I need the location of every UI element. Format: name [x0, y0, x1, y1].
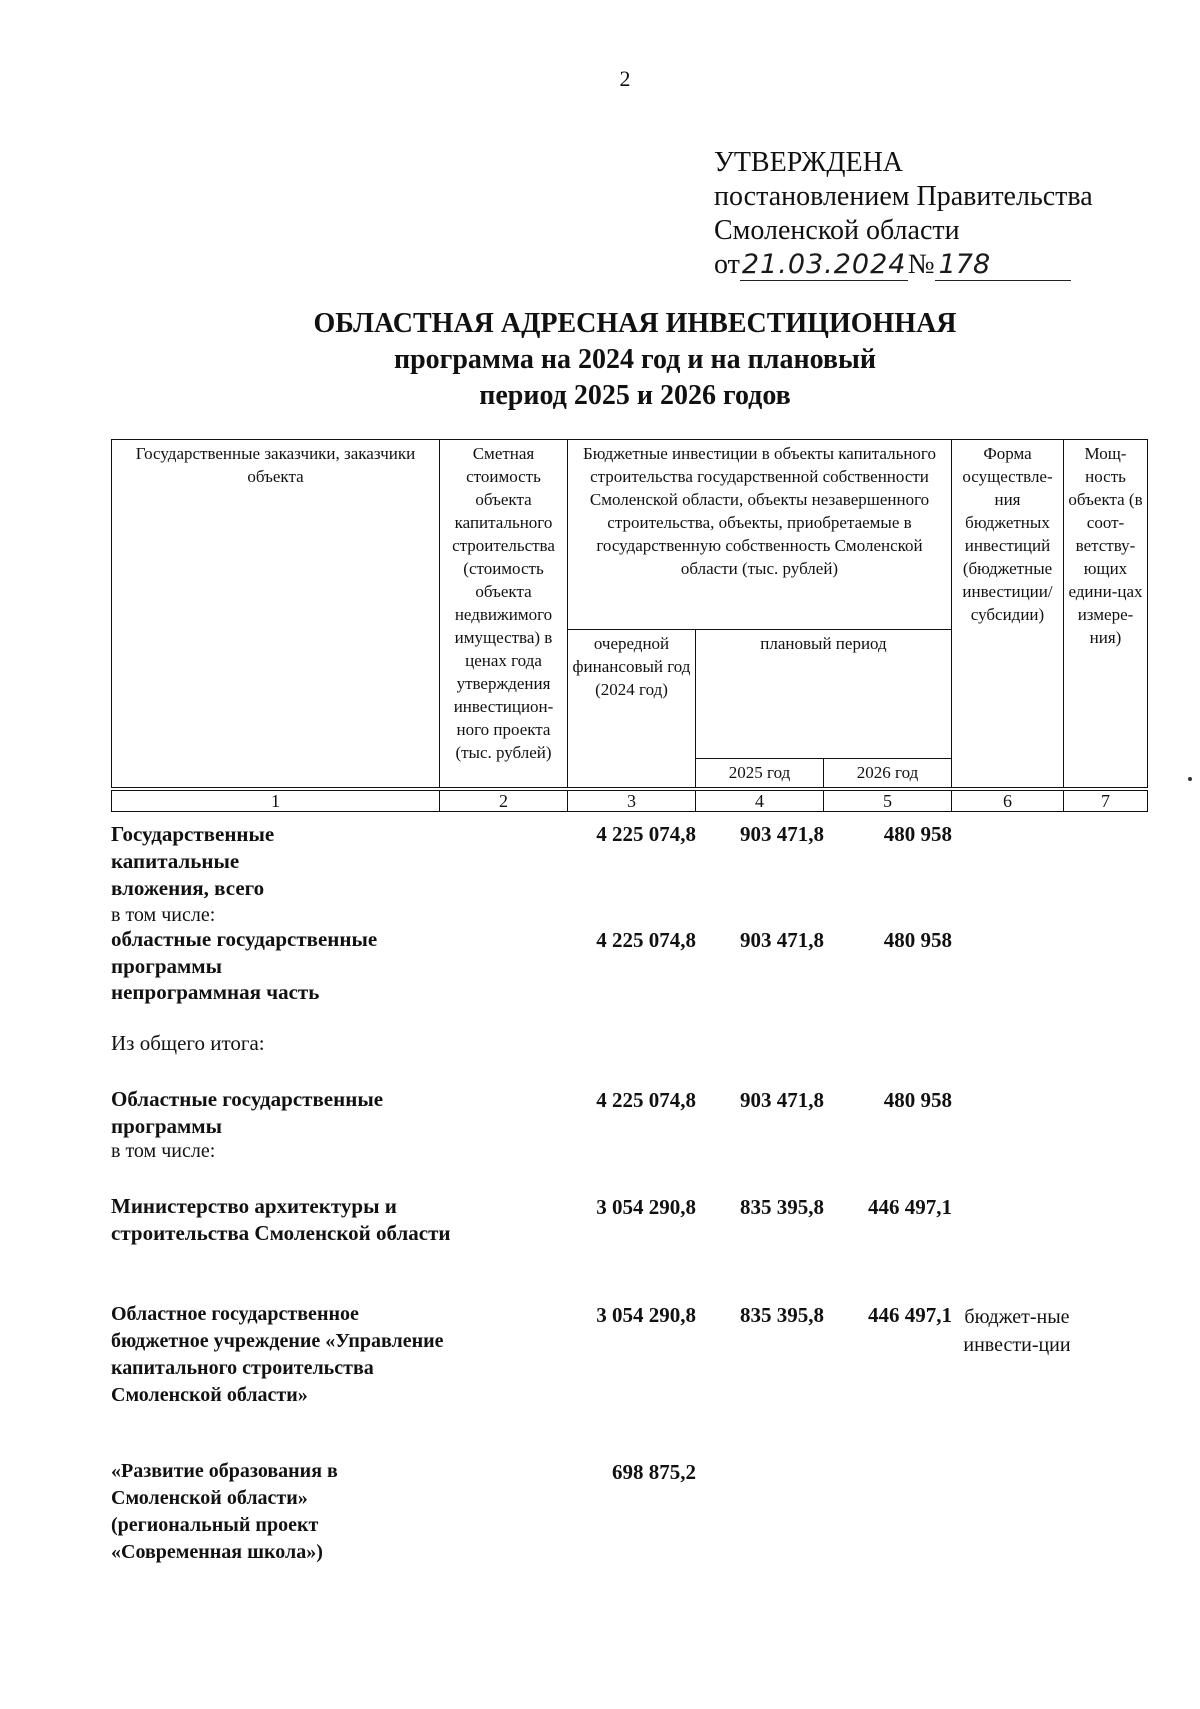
- number-prefix: №: [907, 249, 935, 280]
- approval-date-line: [714, 248, 1071, 282]
- handwritten-number: 178: [935, 250, 1071, 281]
- row-institution-label: Областное государственное бюджетное учреждение «Управление капитального строительства Смоленской области»: [111, 1303, 444, 1406]
- title-line-3: период 2025 и 2026 годов: [479, 380, 791, 411]
- row-total-2024: 4 225 074,8: [596, 822, 696, 846]
- header-customers: Государственные заказчики, заказчики объекта: [112, 440, 440, 788]
- row-programs-2026: 480 958: [883, 928, 952, 952]
- header-budget-investments: Бюджетные инвестиции в объекты капитального строительства государственной собственности Смоленской области, объекты незавершенного строительства, объекты, приобретаемые в государственную собственность Смоленской области (тыс. рублей): [568, 440, 952, 630]
- column-number: 7: [1064, 791, 1148, 812]
- approval-region: Смоленской области: [714, 215, 960, 246]
- column-numbers-row: [111, 790, 1148, 812]
- row-institution-2025: 835 395,8: [740, 1303, 824, 1327]
- row-including-2: в том числе:: [111, 1140, 216, 1162]
- approval-heading: УТВЕРЖДЕНА: [714, 147, 904, 178]
- row-programs2-2025: 903 471,8: [740, 1088, 824, 1112]
- handwritten-date: 21.03.2024: [741, 249, 907, 280]
- row-institution-form: бюджет-ные инвести-ции: [963, 1306, 1071, 1356]
- column-number: 2: [440, 791, 568, 812]
- approval-resolution: постановлением Правительства: [714, 181, 1093, 212]
- row-programs-2024: 4 225 074,8: [596, 928, 696, 952]
- header-estimated-cost: Сметная стоимость объекта капитального строительства (стоимость объекта недвижимого имущества) в ценах года утверждения инвестицион-ного проекта (тыс. рублей): [440, 440, 568, 788]
- row-ministry-2024: 3 054 290,8: [596, 1195, 696, 1219]
- row-programs-2025: 903 471,8: [740, 928, 824, 952]
- row-ministry-2025: 835 395,8: [740, 1195, 824, 1219]
- header-planned-period: плановый период: [696, 630, 952, 759]
- page-number: 2: [619, 66, 631, 91]
- row-education-label: «Развитие образования в Смоленской области» (региональный проект «Современная школа»): [111, 1460, 338, 1563]
- row-of-total: Из общего итога:: [111, 1031, 265, 1055]
- row-institution-2024: 3 054 290,8: [596, 1303, 696, 1327]
- row-including: в том числе:: [111, 904, 216, 926]
- column-number: 6: [952, 791, 1064, 812]
- header-2024: очередной финансовый год (2024 год): [568, 630, 696, 788]
- row-programs-label: областные государственные программы: [111, 927, 378, 978]
- row-total-2025: 903 471,8: [740, 822, 824, 846]
- column-number: 1: [112, 791, 440, 812]
- row-non-program: непрограммная часть: [111, 980, 320, 1004]
- row-ministry-2026: 446 497,1: [868, 1195, 952, 1219]
- table-header: [111, 439, 1148, 788]
- row-programs2-label: Областные государственные программы: [111, 1087, 384, 1138]
- title-line-2: программа на 2024 год и на плановый: [393, 344, 877, 375]
- scan-dot: [1188, 777, 1192, 781]
- title-line-1: ОБЛАСТНАЯ АДРЕСНАЯ ИНВЕСТИЦИОННАЯ: [313, 308, 957, 339]
- column-number: 3: [568, 791, 696, 812]
- header-capacity: Мощ-ность объекта (в соот-ветству-ющих едини-цах измере-ния): [1064, 440, 1148, 788]
- date-prefix: от: [714, 249, 740, 280]
- row-programs2-2026: 480 958: [883, 1088, 952, 1112]
- row-total-2026: 480 958: [883, 822, 952, 846]
- row-total-label: Государственные капитальные вложения, всего: [111, 822, 275, 900]
- row-institution-2026: 446 497,1: [868, 1303, 952, 1327]
- column-number: 5: [824, 791, 952, 812]
- row-education-2024: 698 875,2: [612, 1460, 696, 1484]
- document-title: [0, 306, 1200, 414]
- approval-block: [714, 146, 1093, 282]
- header-2026: 2026 год: [824, 759, 952, 788]
- header-2025: 2025 год: [696, 759, 824, 788]
- row-ministry-label: Министерство архитектуры и строительства Смоленской области: [111, 1194, 451, 1245]
- row-programs2-2024: 4 225 074,8: [596, 1088, 696, 1112]
- header-investment-form: Форма осуществле-ния бюджетных инвестиций (бюджетные инвестиции/ субсидии): [952, 440, 1064, 788]
- column-number: 4: [696, 791, 824, 812]
